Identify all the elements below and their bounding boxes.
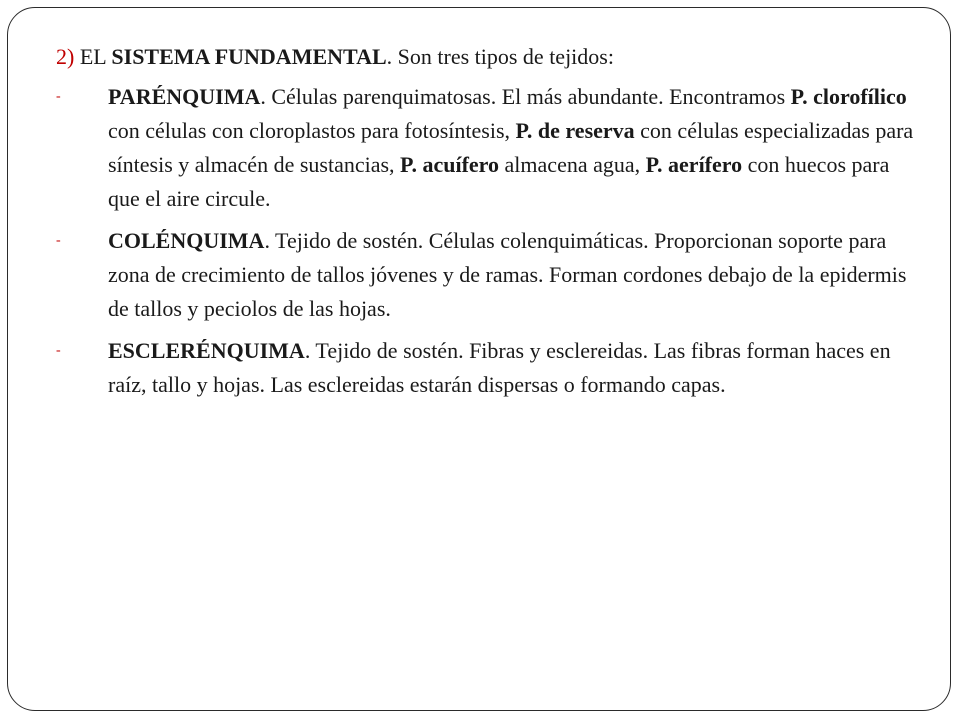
heading-prefix: EL	[74, 44, 112, 69]
text-segment: . Células parenquimatosas. El más abundante. Encontramos	[260, 84, 791, 109]
item-text	[108, 228, 906, 321]
item-text	[108, 84, 913, 211]
list-item-esclerenquima	[56, 334, 916, 402]
section-number: 2)	[56, 44, 75, 69]
list-item-colenquima	[56, 224, 916, 326]
bullet-dash: -	[56, 89, 61, 104]
term-parenquima: PARÉNQUIMA	[108, 84, 261, 109]
heading-rest: . Son tres tipos de tejidos:	[386, 44, 614, 69]
slide-content	[56, 40, 916, 410]
text-segment: con células especializadas para síntesis y almacén de sustancias,	[108, 118, 914, 177]
term-p-aerifero: P. aerífero	[645, 152, 743, 177]
text-segment: con huecos para que el aire circule.	[108, 152, 890, 211]
bullet-dash: -	[56, 343, 61, 358]
term-p-de-reserva: P. de reserva	[515, 118, 635, 143]
section-heading	[56, 40, 916, 74]
term-p-clorofilico: P. clorofílico	[790, 84, 907, 109]
bullet-dash: -	[56, 233, 61, 248]
text-segment: almacena agua,	[499, 152, 646, 177]
list-item-parenquima	[56, 80, 916, 216]
term-colenquima: COLÉNQUIMA	[108, 228, 265, 253]
text-segment: con células con cloroplastos para fotosíntesis,	[108, 118, 516, 143]
text-segment: . Tejido de sostén. Fibras y esclereidas. Las fibras forman haces en raíz, tallo y hojas. Las esclereidas estarán dispersas o formando capas.	[108, 338, 891, 397]
heading-title: SISTEMA FUNDAMENTAL	[111, 44, 387, 69]
text-segment: . Tejido de sostén. Células colenquimáticas. Proporcionan soporte para zona de crecimiento de tallos jóvenes y de ramas. Forman cordones debajo de la epidermis de tallos y peciolos de las hojas.	[108, 228, 907, 321]
term-p-acuifero: P. acuífero	[400, 152, 500, 177]
term-esclerenquima: ESCLERÉNQUIMA	[108, 338, 305, 363]
item-text	[108, 338, 891, 397]
